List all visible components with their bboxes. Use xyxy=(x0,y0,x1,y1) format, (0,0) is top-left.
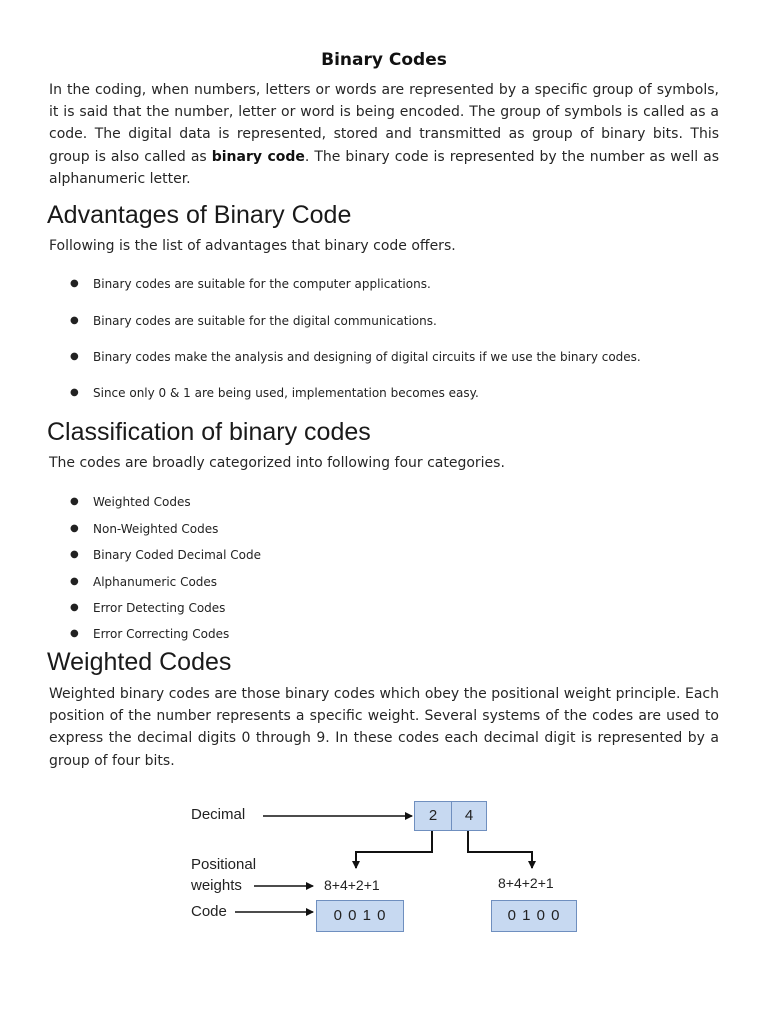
classification-heading: Classification of binary codes xyxy=(47,418,371,446)
bullet-icon: ● xyxy=(70,351,79,362)
classification-lead: The codes are broadly categorized into following four categories. xyxy=(49,455,505,471)
bullet-icon: ● xyxy=(70,549,79,560)
bullet-icon: ● xyxy=(70,278,79,289)
intro-text-after: . The binary code is represented by the number as well as alphanumeric letter. xyxy=(49,148,720,187)
bullet-icon: ● xyxy=(70,602,79,613)
decimal-digit-box-1: 2 xyxy=(414,801,452,831)
bullet-icon: ● xyxy=(70,523,79,534)
label-code: Code xyxy=(191,903,227,920)
page-title: Binary Codes xyxy=(321,50,447,70)
advantages-lead: Following is the list of advantages that binary code offers. xyxy=(49,238,456,254)
weighted-heading: Weighted Codes xyxy=(47,648,232,676)
code-box-2: 0 1 0 0 xyxy=(491,900,577,932)
decimal-digit-box-2: 4 xyxy=(451,801,487,831)
label-positional: Positional xyxy=(191,856,257,873)
bullet-icon: ● xyxy=(70,387,79,398)
weights-text-1: 8+4+2+1 xyxy=(324,877,380,893)
digit-2-arrow xyxy=(468,831,532,868)
bullet-icon: ● xyxy=(70,628,79,639)
bullet-icon: ● xyxy=(70,496,79,507)
bullet-icon: ● xyxy=(70,576,79,587)
advantages-heading: Advantages of Binary Code xyxy=(47,201,352,229)
bullet-icon: ● xyxy=(70,315,79,326)
code-box-1: 0 0 1 0 xyxy=(316,900,404,932)
digit-1-arrow xyxy=(356,831,432,868)
document-page: Binary Codes In the coding, when numbers, letters or words are represented by a specific group of symbols, it is said that the number, letter or word is being encoded. The group of symbols is called as a code. The digital data is represented, stored and transmitted as group of binary bits. This group is also called as binary code. The binary code is represented by the number as well as alphanumeric letter. Advantages of Binary Code Following is the list of advantages that binary code offers. ● Binary codes are suitable for the computer applications. ● Binary codes are suitable for the digital communications. ● Binary codes make the analysis and designing of digital circuits if we use the binary codes. ● Since only 0 & 1 are being used, implementation becomes easy. Classification of binary codes The codes are broadly categorized into following four categories. ● Weighted Codes ● Non-Weighted Codes ● Binary Coded Decimal Code ● Alphanumeric Codes ● Error Detecting Codes ● Error Correcting Codes Weighted Codes Weighted binary codes are those binary codes which obey the positional weight principle. Each position of the number represents a specific weight. Several systems of the codes are used to express the decimal digits 0 through 9. In these codes each decimal digit is represented by a group of four bits. Decimal Positional weights Code 2 4 8+4+2+1 8+4+2+1 0 0 1 0 0 1 0 0 xyxy=(0,0,768,1024)
intro-bold-term: binary code xyxy=(211,148,305,165)
intro-text-before: In the coding, when numbers, letters or words are represented by a specific group of symbols, it is said that the number, letter or word is being encoded. The group of symbols is called as a code. The digital data is represented, stored and transmitted as group of binary bits. This group is also called as xyxy=(49,82,719,165)
label-weights: weights xyxy=(191,877,242,894)
label-decimal: Decimal xyxy=(191,806,246,823)
weighted-paragraph: Weighted binary codes are those binary codes which obey the positional weight principle. Each position of the number represents a specific weight. Several systems of the codes are used to express the decimal digits 0 through 9. In these codes each decimal digit is represented by a group of four bits. xyxy=(49,686,719,769)
weights-text-2: 8+4+2+1 xyxy=(498,875,554,891)
